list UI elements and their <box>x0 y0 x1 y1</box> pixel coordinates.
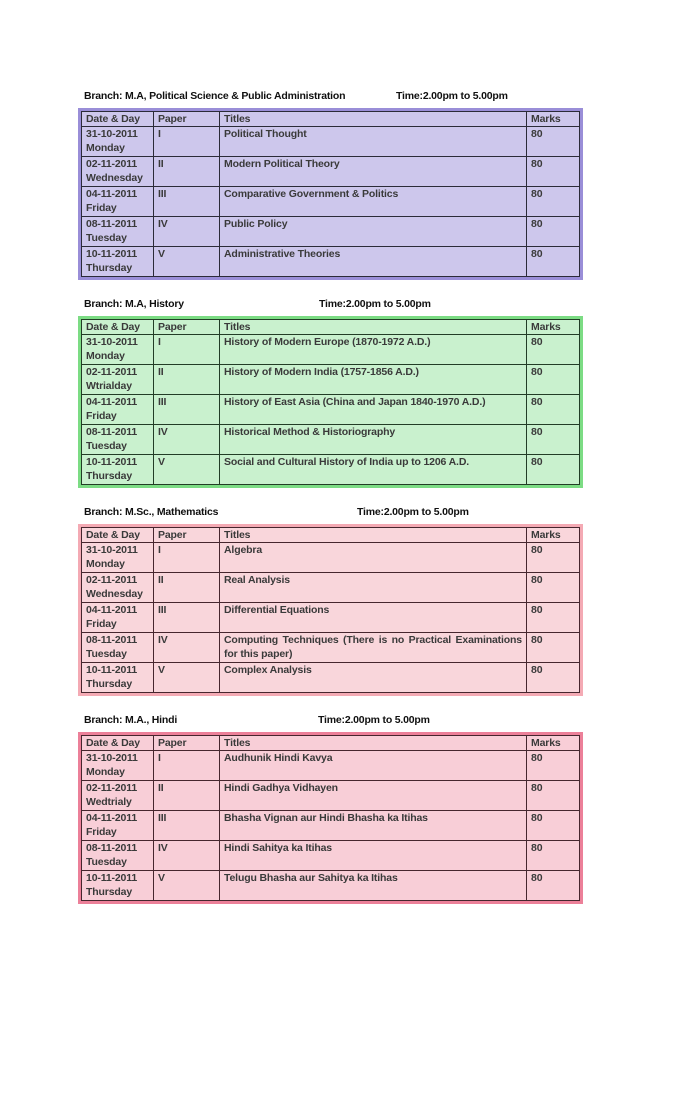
table-row <box>81 633 580 663</box>
title-cell: Bhasha Vignan aur Hindi Bhasha ka Itihas <box>220 811 527 841</box>
table-row <box>81 455 580 485</box>
column-header: Titles <box>220 111 527 127</box>
column-header: Marks <box>527 111 580 127</box>
column-header: Titles <box>220 735 527 751</box>
date-text: 08-11-2011 <box>86 842 138 854</box>
column-header: Titles <box>220 319 527 335</box>
title-cell: Differential Equations <box>220 603 527 633</box>
table-row <box>81 871 580 901</box>
title-cell: Modern Political Theory <box>220 157 527 187</box>
table-row <box>81 247 580 277</box>
day-text: Friday <box>86 409 117 422</box>
title-cell: Audhunik Hindi Kavya <box>220 751 527 781</box>
time-label: Time:2.00pm to 5.00pm <box>357 506 469 518</box>
table-row <box>81 811 580 841</box>
branch-title: Branch: M.A, Political Science & Public Administration <box>84 90 346 102</box>
column-header: Titles <box>220 527 527 543</box>
table-row <box>81 751 580 781</box>
paper-cell: IV <box>154 841 220 871</box>
date-text: 08-11-2011 <box>86 634 138 646</box>
date-day-cell <box>81 187 154 217</box>
table-row <box>81 841 580 871</box>
date-text: 02-11-2011 <box>86 574 138 586</box>
date-text: 02-11-2011 <box>86 158 138 170</box>
table-row <box>81 217 580 247</box>
date-text: 08-11-2011 <box>86 426 138 438</box>
date-day-cell <box>81 751 154 781</box>
table-row <box>81 603 580 633</box>
section-title-row <box>78 506 583 520</box>
column-header: Paper <box>154 319 220 335</box>
column-header: Marks <box>527 735 580 751</box>
table-row <box>81 781 580 811</box>
marks-cell: 80 <box>527 573 580 603</box>
title-cell: Public Policy <box>220 217 527 247</box>
section-history <box>78 298 583 488</box>
title-cell: Political Thought <box>220 127 527 157</box>
day-text: Friday <box>86 825 117 838</box>
date-day-cell <box>81 781 154 811</box>
date-day-cell <box>81 217 154 247</box>
marks-cell: 80 <box>527 335 580 365</box>
title-cell: Computing Techniques (There is no Practical Examinations for this paper) <box>220 633 527 663</box>
date-text: 04-11-2011 <box>86 812 138 824</box>
date-day-cell <box>81 425 154 455</box>
date-day-cell <box>81 335 154 365</box>
timetable-mathematics <box>78 524 583 696</box>
day-text: Wtrialday <box>86 379 132 392</box>
marks-cell: 80 <box>527 811 580 841</box>
time-label: Time:2.00pm to 5.00pm <box>319 298 431 310</box>
paper-cell: V <box>154 455 220 485</box>
header-row <box>81 111 580 127</box>
timetable-hindi <box>78 732 583 904</box>
header-row <box>81 319 580 335</box>
title-cell: Administrative Theories <box>220 247 527 277</box>
time-label: Time:2.00pm to 5.00pm <box>318 714 430 726</box>
day-text: Friday <box>86 617 117 630</box>
day-text: Thursday <box>86 677 133 690</box>
column-header: Date & Day <box>81 111 154 127</box>
timetable-history <box>78 316 583 488</box>
day-text: Thursday <box>86 885 133 898</box>
day-text: Monday <box>86 141 125 154</box>
date-text: 10-11-2011 <box>86 248 138 260</box>
branch-title: Branch: M.A., Hindi <box>84 714 178 726</box>
title-cell: Comparative Government & Politics <box>220 187 527 217</box>
branch-title: Branch: M.A, History <box>84 298 184 310</box>
date-text: 04-11-2011 <box>86 396 138 408</box>
marks-cell: 80 <box>527 543 580 573</box>
date-day-cell <box>81 871 154 901</box>
date-day-cell <box>81 811 154 841</box>
marks-cell: 80 <box>527 187 580 217</box>
title-cell: Hindi Gadhya Vidhayen <box>220 781 527 811</box>
paper-cell: III <box>154 395 220 425</box>
section-hindi <box>78 714 583 904</box>
marks-cell: 80 <box>527 781 580 811</box>
day-text: Monday <box>86 557 125 570</box>
day-text: Thursday <box>86 261 133 274</box>
paper-cell: V <box>154 247 220 277</box>
marks-cell: 80 <box>527 395 580 425</box>
day-text: Wednesday <box>86 171 143 184</box>
table-row <box>81 127 580 157</box>
paper-cell: III <box>154 811 220 841</box>
day-text: Tuesday <box>86 855 127 868</box>
timetable-political-science <box>78 108 583 280</box>
title-cell: Historical Method & Historiography <box>220 425 527 455</box>
date-day-cell <box>81 603 154 633</box>
column-header: Date & Day <box>81 319 154 335</box>
day-text: Thursday <box>86 469 133 482</box>
table-row <box>81 335 580 365</box>
paper-cell: III <box>154 603 220 633</box>
column-header: Marks <box>527 319 580 335</box>
paper-cell: II <box>154 573 220 603</box>
table-row <box>81 425 580 455</box>
date-day-cell <box>81 395 154 425</box>
date-day-cell <box>81 573 154 603</box>
marks-cell: 80 <box>527 157 580 187</box>
column-header: Paper <box>154 111 220 127</box>
section-title-row <box>78 90 583 104</box>
section-political-science <box>78 90 583 280</box>
paper-cell: V <box>154 663 220 693</box>
column-header: Date & Day <box>81 735 154 751</box>
day-text: Monday <box>86 765 125 778</box>
paper-cell: IV <box>154 425 220 455</box>
branch-title: Branch: M.Sc., Mathematics <box>84 506 219 518</box>
date-text: 10-11-2011 <box>86 872 138 884</box>
paper-cell: V <box>154 871 220 901</box>
marks-cell: 80 <box>527 425 580 455</box>
table-row <box>81 663 580 693</box>
day-text: Tuesday <box>86 439 127 452</box>
date-text: 31-10-2011 <box>86 128 138 140</box>
title-cell: Hindi Sahitya ka Itihas <box>220 841 527 871</box>
date-text: 10-11-2011 <box>86 664 138 676</box>
table-row <box>81 187 580 217</box>
table-row <box>81 395 580 425</box>
marks-cell: 80 <box>527 603 580 633</box>
column-header: Paper <box>154 527 220 543</box>
paper-cell: II <box>154 157 220 187</box>
section-title-row <box>78 298 583 312</box>
header-row <box>81 527 580 543</box>
marks-cell: 80 <box>527 127 580 157</box>
date-text: 08-11-2011 <box>86 218 138 230</box>
paper-cell: IV <box>154 633 220 663</box>
date-day-cell <box>81 633 154 663</box>
column-header: Marks <box>527 527 580 543</box>
marks-cell: 80 <box>527 663 580 693</box>
title-cell: Real Analysis <box>220 573 527 603</box>
date-day-cell <box>81 841 154 871</box>
day-text: Tuesday <box>86 647 127 660</box>
title-cell: Social and Cultural History of India up to 1206 A.D. <box>220 455 527 485</box>
column-header: Paper <box>154 735 220 751</box>
day-text: Wednesday <box>86 587 143 600</box>
paper-cell: II <box>154 365 220 395</box>
marks-cell: 80 <box>527 217 580 247</box>
title-cell: Complex Analysis <box>220 663 527 693</box>
paper-cell: II <box>154 781 220 811</box>
date-day-cell <box>81 157 154 187</box>
marks-cell: 80 <box>527 841 580 871</box>
day-text: Friday <box>86 201 117 214</box>
paper-cell: I <box>154 543 220 573</box>
section-mathematics <box>78 506 583 696</box>
day-text: Wedtrialy <box>86 795 132 808</box>
title-cell: Algebra <box>220 543 527 573</box>
time-label: Time:2.00pm to 5.00pm <box>396 90 508 102</box>
marks-cell: 80 <box>527 751 580 781</box>
title-cell: Telugu Bhasha aur Sahitya ka Itihas <box>220 871 527 901</box>
table-row <box>81 157 580 187</box>
date-day-cell <box>81 127 154 157</box>
title-cell: History of Modern India (1757-1856 A.D.) <box>220 365 527 395</box>
date-text: 31-10-2011 <box>86 336 138 348</box>
marks-cell: 80 <box>527 633 580 663</box>
date-text: 10-11-2011 <box>86 456 138 468</box>
date-day-cell <box>81 365 154 395</box>
paper-cell: IV <box>154 217 220 247</box>
date-text: 31-10-2011 <box>86 752 138 764</box>
date-day-cell <box>81 543 154 573</box>
header-row <box>81 735 580 751</box>
day-text: Monday <box>86 349 125 362</box>
date-text: 02-11-2011 <box>86 782 138 794</box>
paper-cell: I <box>154 335 220 365</box>
marks-cell: 80 <box>527 247 580 277</box>
date-text: 04-11-2011 <box>86 188 138 200</box>
title-cell: History of Modern Europe (1870-1972 A.D.) <box>220 335 527 365</box>
column-header: Date & Day <box>81 527 154 543</box>
date-day-cell <box>81 247 154 277</box>
paper-cell: I <box>154 751 220 781</box>
paper-cell: I <box>154 127 220 157</box>
date-day-cell <box>81 663 154 693</box>
date-text: 31-10-2011 <box>86 544 138 556</box>
table-row <box>81 543 580 573</box>
marks-cell: 80 <box>527 365 580 395</box>
table-row <box>81 573 580 603</box>
date-day-cell <box>81 455 154 485</box>
date-text: 02-11-2011 <box>86 366 138 378</box>
date-text: 04-11-2011 <box>86 604 138 616</box>
section-title-row <box>78 714 583 728</box>
marks-cell: 80 <box>527 871 580 901</box>
paper-cell: III <box>154 187 220 217</box>
marks-cell: 80 <box>527 455 580 485</box>
title-cell: History of East Asia (China and Japan 1840-1970 A.D.) <box>220 395 527 425</box>
table-row <box>81 365 580 395</box>
day-text: Tuesday <box>86 231 127 244</box>
